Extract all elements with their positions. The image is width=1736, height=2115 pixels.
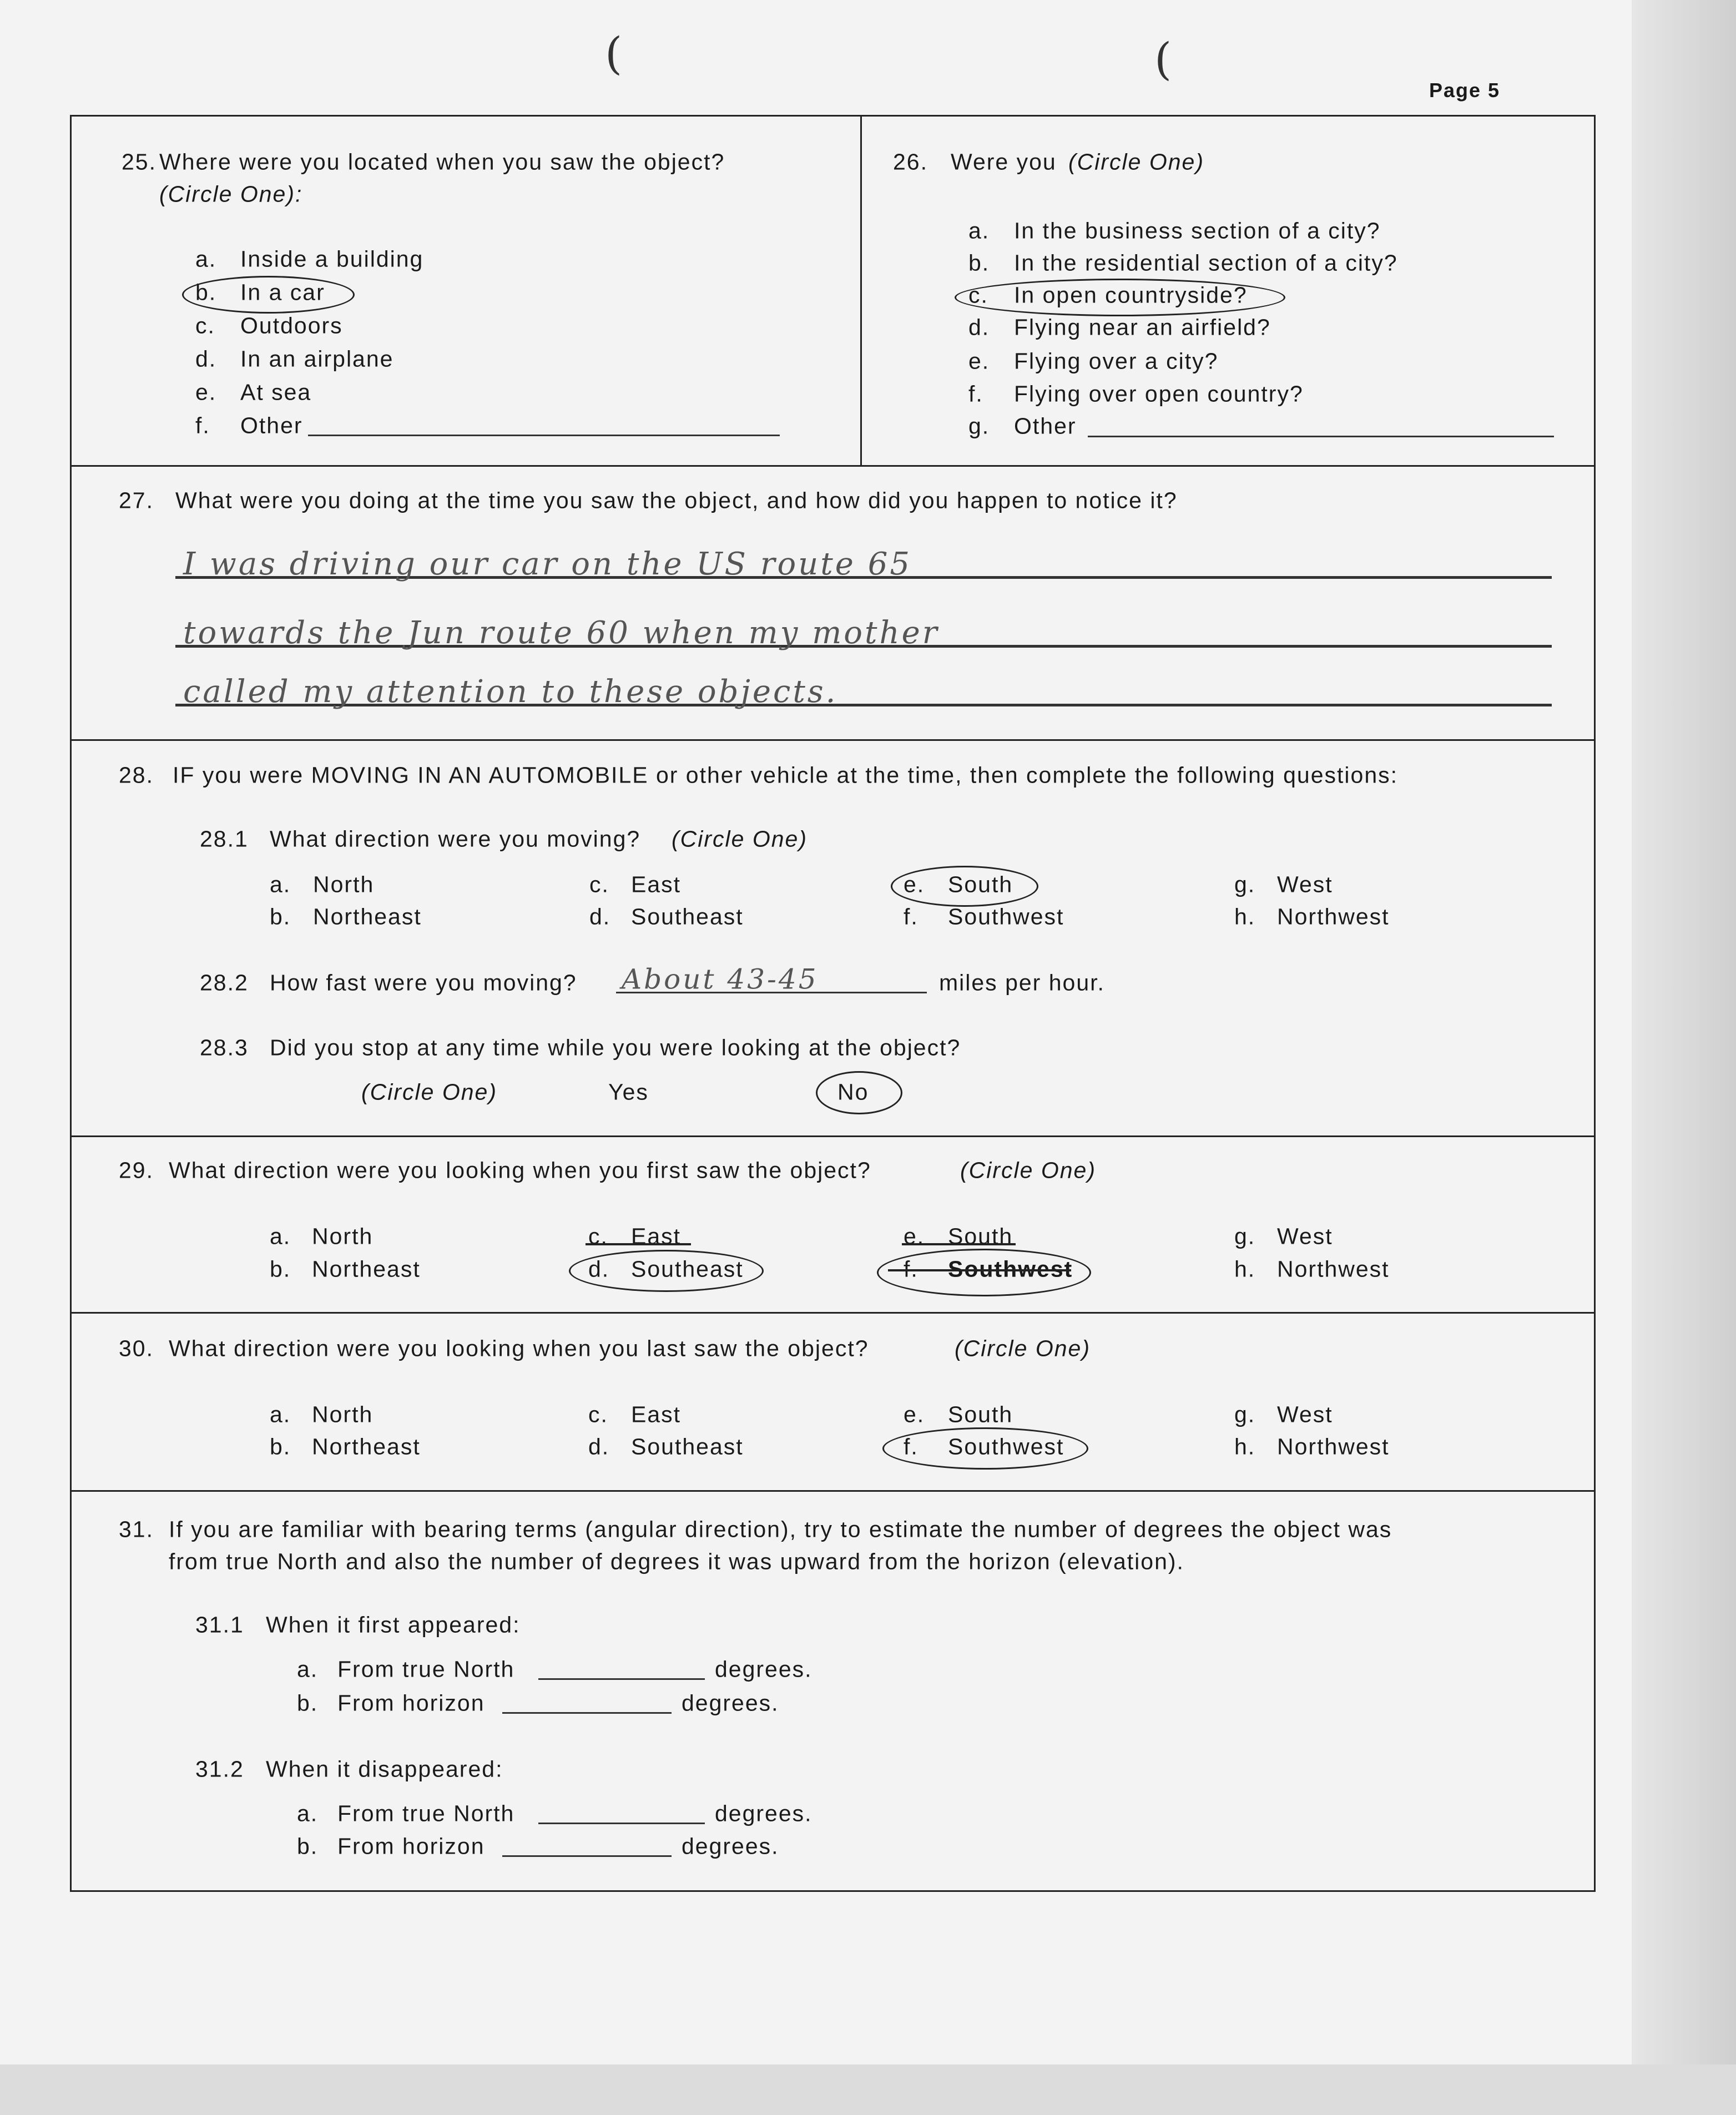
first-north-degrees-field[interactable] (538, 1678, 705, 1680)
field-label: From horizon (337, 1690, 485, 1716)
option-letter: d. (195, 346, 217, 372)
question-number: 25. (122, 149, 157, 175)
option-letter: d. (589, 903, 611, 930)
option-business[interactable]: In the business section of a city? (1014, 218, 1381, 244)
question-text: If you are familiar with bearing terms (angular direction), try to estimate the number of degrees the object was (169, 1516, 1392, 1542)
question-number: 28. (119, 762, 154, 788)
option-letter: e. (904, 1223, 925, 1249)
unit-label: miles per hour. (939, 970, 1105, 996)
option-letter: b. (270, 1256, 291, 1282)
option-letter: a. (297, 1800, 319, 1826)
question-instruction: (Circle One) (1068, 149, 1204, 175)
other-blank[interactable] (308, 435, 780, 436)
option-letter: c. (589, 871, 609, 897)
option-in-car[interactable]: In a car (240, 279, 325, 305)
option-letter: f. (904, 903, 919, 930)
option-letter: c. (195, 312, 215, 339)
unit-label: degrees. (715, 1656, 813, 1682)
option-letter: c. (588, 1223, 608, 1249)
other-blank[interactable] (1088, 436, 1554, 437)
subquestion-text: Did you stop at any time while you were looking at the object? (270, 1034, 961, 1061)
handwritten-answer: called my attention to these objects. (183, 674, 838, 710)
option-yes[interactable]: Yes (608, 1079, 649, 1105)
option-southeast[interactable]: Southeast (631, 1256, 744, 1282)
option-letter: a. (270, 1223, 291, 1249)
option-southwest[interactable]: Southwest (948, 903, 1064, 930)
question-instruction: (Circle One) (955, 1335, 1091, 1361)
strikethrough (586, 1243, 691, 1245)
question-number: 27. (119, 487, 154, 513)
option-letter: e. (195, 379, 217, 405)
subquestion-number: 31.1 (195, 1612, 244, 1638)
scan-edge-right (1632, 0, 1736, 2115)
unit-label: degrees. (682, 1690, 779, 1716)
option-letter: f. (195, 412, 210, 438)
option-letter: a. (270, 871, 291, 897)
option-northeast[interactable]: Northeast (312, 1256, 421, 1282)
option-airplane[interactable]: In an airplane (240, 346, 394, 372)
subquestion-number: 28.2 (200, 970, 249, 996)
option-letter: b. (297, 1833, 319, 1859)
last-north-degrees-field[interactable] (538, 1823, 705, 1824)
question-text: What were you doing at the time you saw the object, and how did you happen to notice it? (175, 487, 1178, 513)
option-other[interactable]: Other (1014, 413, 1077, 439)
option-open-countryside[interactable]: In open countryside? (1014, 282, 1248, 308)
option-letter: h. (1234, 903, 1256, 930)
divider (70, 1312, 1596, 1314)
option-over-open-country[interactable]: Flying over open country? (1014, 381, 1304, 407)
answer-circle (569, 1250, 764, 1292)
answer-circle (955, 279, 1285, 316)
option-northwest[interactable]: Northwest (1277, 903, 1390, 930)
option-letter: h. (1234, 1433, 1256, 1460)
option-letter: g. (1234, 1401, 1256, 1427)
answer-circle (891, 866, 1038, 907)
option-letter: e. (968, 348, 990, 374)
handwritten-answer: I was driving our car on the US route 65 (183, 546, 912, 582)
question-text: from true North and also the number of degrees it was upward from the horizon (elevation). (169, 1548, 1184, 1574)
scan-edge-bottom (0, 2064, 1736, 2115)
question-text: IF you were MOVING IN AN AUTOMOBILE or other vehicle at the time, then complete the following questions: (173, 762, 1399, 788)
option-at-sea[interactable]: At sea (240, 379, 312, 405)
option-northeast[interactable]: Northeast (313, 903, 422, 930)
answer-circle (882, 1427, 1088, 1470)
option-east[interactable]: East (631, 1401, 682, 1427)
option-north[interactable]: North (312, 1223, 374, 1249)
page-number: Page 5 (1429, 79, 1501, 102)
field-label: From true North (337, 1656, 515, 1682)
option-letter: b. (270, 903, 291, 930)
option-letter: a. (195, 246, 217, 272)
unit-label: degrees. (715, 1800, 813, 1826)
question-instruction: (Circle One) (960, 1157, 1096, 1183)
option-letter: e. (904, 1401, 925, 1427)
option-letter: f. (904, 1433, 919, 1460)
subquestion-text: When it first appeared: (266, 1612, 521, 1638)
option-letter: f. (904, 1256, 919, 1282)
option-letter: f. (968, 381, 983, 407)
option-letter: b. (297, 1690, 319, 1716)
handwritten-answer: towards the Jun route 60 when my mother (183, 615, 940, 651)
answer-circle (877, 1249, 1091, 1296)
option-southeast[interactable]: Southeast (631, 903, 744, 930)
option-south[interactable]: South (948, 1223, 1013, 1249)
option-southwest[interactable]: Southwest (948, 1433, 1064, 1460)
answer-circle (816, 1071, 902, 1114)
option-southeast[interactable]: Southeast (631, 1433, 744, 1460)
option-northeast[interactable]: Northeast (312, 1433, 421, 1460)
punch-mark: ( (605, 28, 623, 79)
option-letter: g. (1234, 1223, 1256, 1249)
option-south[interactable]: South (948, 1401, 1013, 1427)
option-letter: b. (270, 1433, 291, 1460)
option-south[interactable]: South (948, 871, 1013, 897)
question-instruction: (Circle One) (672, 826, 808, 852)
option-east[interactable]: East (631, 1223, 682, 1249)
subquestion-text: What direction were you moving? (270, 826, 641, 852)
option-letter: g. (1234, 871, 1256, 897)
option-northwest[interactable]: Northwest (1277, 1256, 1390, 1282)
divider (70, 739, 1596, 741)
question-number: 26. (893, 149, 928, 175)
question-instruction: (Circle One): (159, 181, 303, 207)
subquestion-number: 28.3 (200, 1034, 249, 1061)
option-letter: a. (270, 1401, 291, 1427)
option-letter: b. (195, 279, 217, 305)
option-letter: b. (968, 250, 990, 276)
subquestion-number: 28.1 (200, 826, 249, 852)
subquestion-number: 31.2 (195, 1756, 244, 1782)
option-near-airfield[interactable]: Flying near an airfield? (1014, 314, 1271, 340)
option-north[interactable]: North (312, 1401, 374, 1427)
option-north[interactable]: North (313, 871, 375, 897)
option-other[interactable]: Other (240, 412, 303, 438)
divider (860, 115, 862, 465)
handwritten-speed: About 43-45 (622, 963, 819, 996)
question-number: 31. (119, 1516, 154, 1542)
option-letter: h. (1234, 1256, 1256, 1282)
option-over-city[interactable]: Flying over a city? (1014, 348, 1219, 374)
option-letter: a. (968, 218, 990, 244)
question-number: 29. (119, 1157, 154, 1183)
option-letter: d. (588, 1256, 610, 1282)
divider (70, 1490, 1596, 1492)
question-text: What direction were you looking when you last saw the object? (169, 1335, 869, 1361)
option-letter: c. (588, 1401, 608, 1427)
option-letter: d. (588, 1433, 610, 1460)
question-text: What direction were you looking when you first saw the object? (169, 1157, 871, 1183)
option-letter: a. (297, 1656, 319, 1682)
option-west[interactable]: West (1277, 1401, 1333, 1427)
field-label: From true North (337, 1800, 515, 1826)
unit-label: degrees. (682, 1833, 779, 1859)
first-horizon-degrees-field[interactable] (502, 1712, 672, 1714)
strikethrough (902, 1243, 1016, 1245)
punch-mark: ( (1154, 33, 1172, 85)
question-text: Were you (951, 149, 1057, 175)
answer-circle (182, 276, 355, 314)
divider (70, 465, 1596, 467)
question-instruction: (Circle One) (361, 1079, 497, 1105)
option-northwest[interactable]: Northwest (1277, 1433, 1390, 1460)
subquestion-text: When it disappeared: (266, 1756, 503, 1782)
divider (70, 1135, 1596, 1137)
question-text: Where were you located when you saw the object? (159, 149, 725, 175)
question-number: 30. (119, 1335, 154, 1361)
option-outdoors[interactable]: Outdoors (240, 312, 343, 339)
option-letter: e. (904, 871, 925, 897)
option-inside-building[interactable]: Inside a building (240, 246, 424, 272)
option-west[interactable]: West (1277, 871, 1333, 897)
field-label: From horizon (337, 1833, 485, 1859)
option-no[interactable]: No (837, 1079, 869, 1105)
option-letter: g. (968, 413, 990, 439)
option-letter: d. (968, 314, 990, 340)
last-horizon-degrees-field[interactable] (502, 1855, 672, 1857)
option-letter: c. (968, 282, 988, 308)
option-residential[interactable]: In the residential section of a city? (1014, 250, 1398, 276)
option-west[interactable]: West (1277, 1223, 1333, 1249)
option-east[interactable]: East (631, 871, 682, 897)
subquestion-text: How fast were you moving? (270, 970, 577, 996)
option-southwest[interactable]: Southwest (948, 1256, 1073, 1282)
